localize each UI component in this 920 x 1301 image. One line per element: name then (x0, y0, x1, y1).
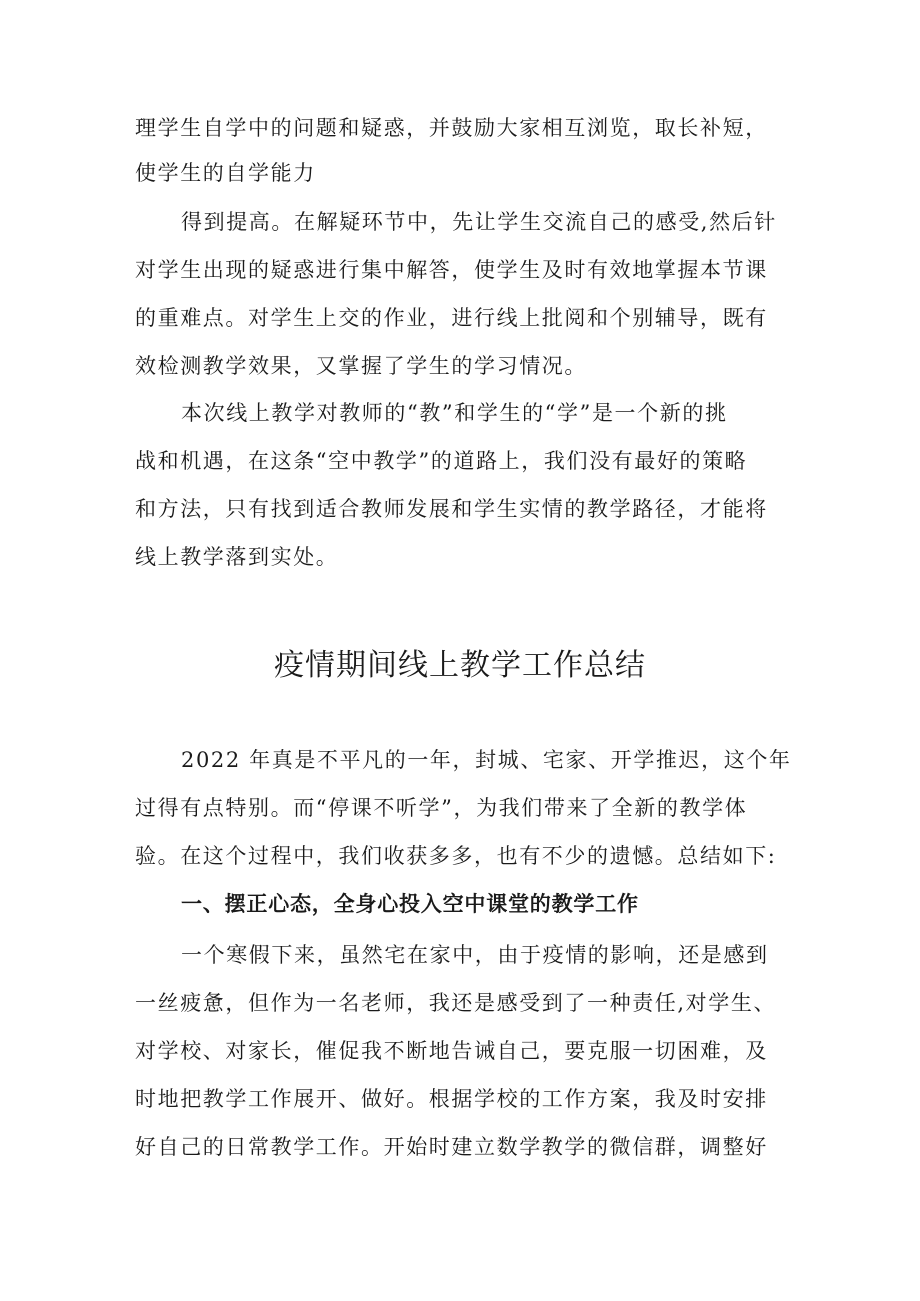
text-line: 战和机遇，在这条“空中教学”的道路上，我们没有最好的策略 (135, 449, 748, 473)
text-line: 得到提高。在解疑环节中，先让学生交流自己的感受,然后针 (181, 210, 777, 234)
text-line: 使学生的自学能力 (135, 161, 316, 185)
text-line: 本次线上教学对教师的“教”和学生的“学”是一个新的挑 (181, 401, 728, 425)
text-line: 和方法，只有找到适合教师发展和学生实情的教学路径，才能将 (135, 497, 768, 521)
page-title: 疫情期间线上教学工作总结 (274, 648, 646, 683)
text-line: 2022 年真是不平凡的一年，封城、宅家、开学推迟，这个年 (181, 748, 792, 772)
section-heading: 一、摆正心态，全身心投入空中课堂的教学工作 (181, 892, 639, 916)
text-line: 的重难点。对学生上交的作业，进行线上批阅和个别辅导，既有 (135, 306, 768, 330)
text-line: 一丝疲惫，但作为一名老师，我还是感受到了一种责任,对学生、 (135, 991, 777, 1015)
text-line: 验。在这个过程中，我们收获多多，也有不少的遗憾。总结如下: (135, 844, 777, 868)
text-line: 效检测教学效果，又掌握了学生的学习情况。 (135, 354, 587, 378)
text-line: 理学生自学中的问题和疑惑，并鼓励大家相互浏览，取长补短， (135, 116, 768, 140)
text-line: 过得有点特别。而“停课不听学”，为我们带来了全新的教学体 (135, 796, 748, 820)
text-line: 线上教学落到实处。 (135, 545, 339, 569)
text-line: 一个寒假下来，虽然宅在家中，由于疫情的影响，还是感到 (181, 943, 769, 967)
text-line: 对学生出现的疑惑进行集中解答，使学生及时有效地掌握本节课 (135, 258, 768, 282)
text-line: 对学校、对家长，催促我不断地告诫自己，要克服一切困难，及 (135, 1039, 768, 1063)
text-line: 时地把教学工作展开、做好。根据学校的工作方案，我及时安排 (135, 1087, 768, 1111)
text-line: 好自己的日常教学工作。开始时建立数学教学的微信群，调整好 (135, 1135, 768, 1159)
